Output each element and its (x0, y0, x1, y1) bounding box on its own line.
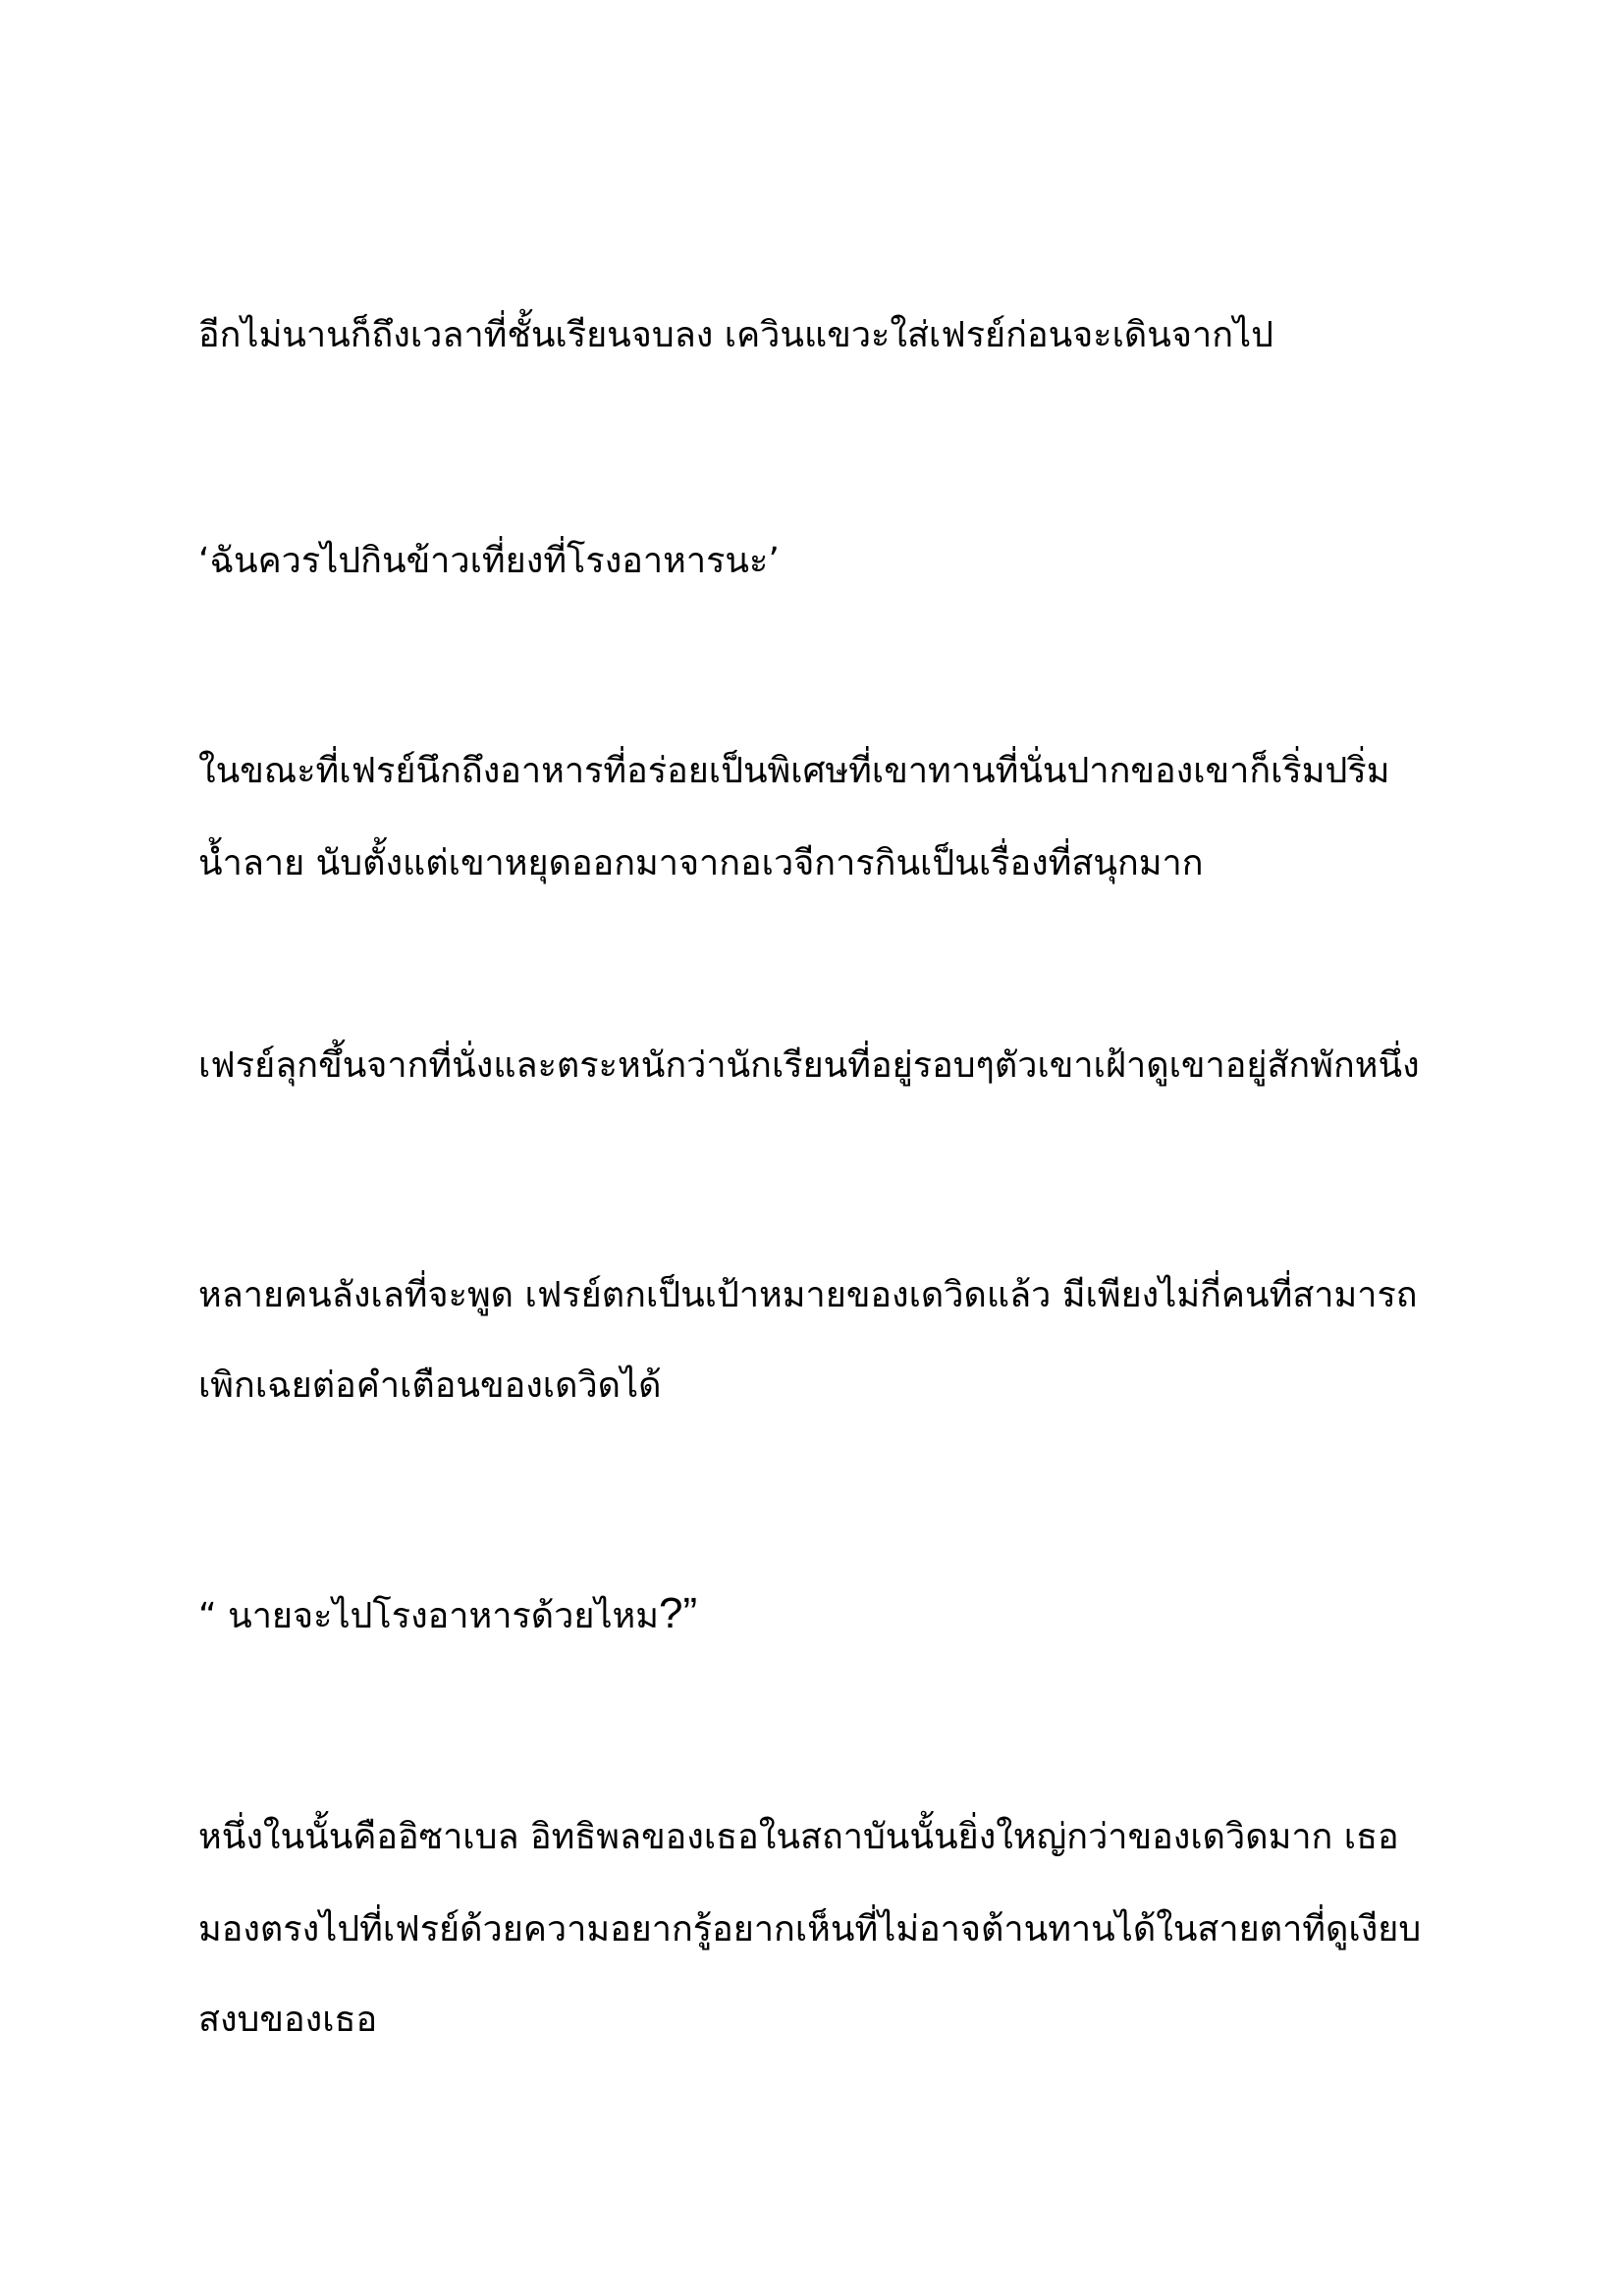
paragraph-line: เฟรย์ลุกขึ้นจากที่นั่งและตระหนักว่านักเรียนที่อยู่รอบๆตัวเขาเฝ้าดูเขาอยู่สักพักหนึ่ง (198, 1045, 1420, 1086)
dialogue-line (198, 1590, 1465, 1640)
paragraph-line: เพิกเฉยต่อคำเตือนของเดวิดได้ (198, 1365, 662, 1406)
paragraph-line: มองตรงไปที่เฟรย์ด้วยความอยากรู้อยากเห็นที่ไม่อาจต้านทานได้ในสายตาที่ดูเงียบ (198, 1909, 1422, 1949)
dialogue-question-mark: ?” (659, 1589, 698, 1637)
paragraph-line: อีกไม่นานก็ถึงเวลาที่ชั้นเรียนจบลง เควินแขวะใส่เฟรย์ก่อนจะเดินจากไป (198, 315, 1273, 355)
paragraph-line: น้ำลาย นับตั้งแต่เขาหยุดออกมาจากอเวจีการกินเป็นเรื่องที่สนุกมาก (198, 843, 1204, 883)
dialogue-text: “ นายจะไปโรงอาหารด้วยไหม (198, 1596, 660, 1636)
paragraph-line: ในขณะที่เฟรย์นึกถึงอาหารที่อร่อยเป็นพิเศษที่เขาทานที่นั่นปากของเขาก็เริ่มปริ่ม (198, 751, 1390, 791)
thought-quote-line: ‘ฉันควรไปกินข้าวเที่ยงที่โรงอาหารนะ’ (198, 541, 780, 581)
paragraph-line: สงบของเธอ (198, 2000, 378, 2040)
paragraph-line: หนึ่งในนั้นคืออิซาเบล อิทธิพลของเธอในสถาบันนั้นยิ่งใหญ่กว่าของเดวิดมาก เธอ (198, 1817, 1399, 1857)
paragraph-line: หลายคนลังเลที่จะพูด เฟรย์ตกเป็นเป้าหมายของเดวิดแล้ว มีเพียงไม่กี่คนที่สามารถ (198, 1275, 1418, 1315)
